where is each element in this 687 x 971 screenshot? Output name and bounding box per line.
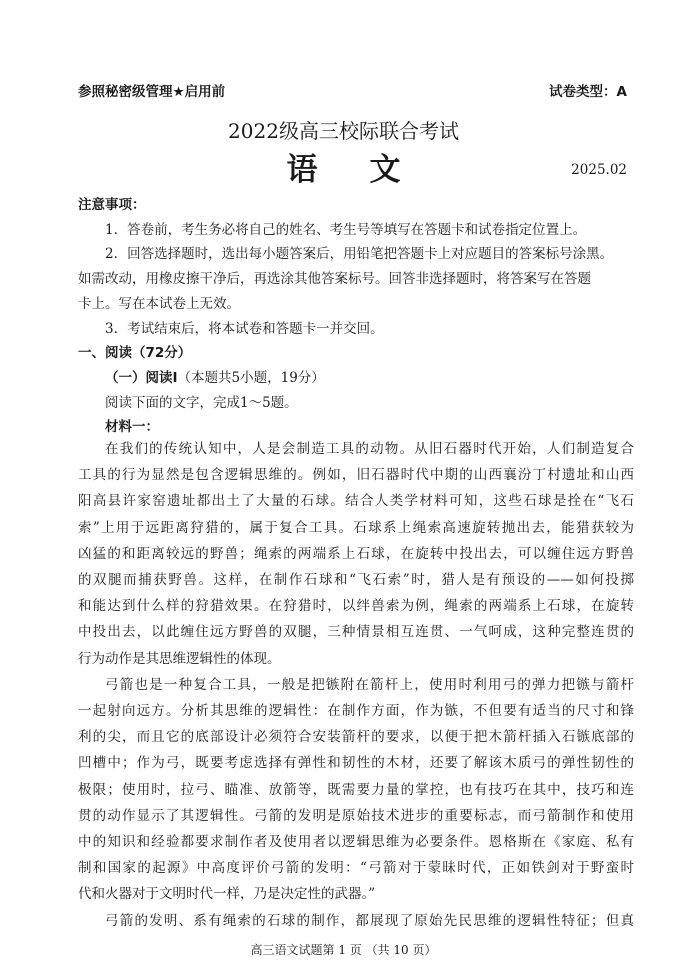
notice-heading: 注意事项： [78,197,146,213]
notice-item-2-line-2: 如需改动，用橡皮擦干净后，再选涂其他答案标号。回答非选择题时，将答案写在答题 [78,271,591,288]
notice-item-3: 3．考试结束后，将本试卷和答题卡一并交回。 [105,320,384,337]
passage-line: 的双腿而捕获野兽。这样，在制作石球和“飞石索”时，猎人是有预设的——如何投掷 [78,572,634,589]
reading-instruction: 阅读下面的文字，完成1～5题。 [105,394,298,411]
passage-line: 弓箭的发明、系有绳索的石球的制作，都展现了原始先民思维的逻辑性特征；但真 [105,912,634,929]
notice-item-2-line-1: 2．回答选择题时，选出每小题答案后，用铅笔把答题卡上对应题目的答案标号涂黑。 [105,246,614,263]
notice-section [78,193,628,440]
passage-line: 代和火器对于文明时代一样，乃是决定性的武器。” [78,886,376,903]
page-footer: 高三语文试题第 1 页 （共 10 页） [250,943,437,957]
subsection-note: （本题共5小题，19分） [177,369,325,386]
passage-line: 索”上用于远距离狩猎的，属于复合工具。石球系上绳索高速旋转抛出去，能猎获较为 [78,519,634,536]
exam-date: 2025.02 [571,162,627,178]
section-heading: 一、阅读（72分） [78,345,192,362]
notice-item-1: 1．答卷前，考生务必将自己的姓名、考生号等填写在答题卡和试卷指定位置上。 [105,221,587,238]
passage-line: 在我们的传统认知中，人是会制造工具的动物。从旧石器时代开始，人们制造复合 [105,441,634,457]
exam-title: 2022级高三校际联合考试 [228,119,459,143]
confidentiality-label: 参照秘密级管理★启用前 [78,84,226,100]
passage-line: 制和国家的起源》中高度评价弓箭的发明：“弓箭对于蒙昧时代，正如铁剑对于野蛮时 [78,860,634,877]
subsection-title: （一）阅读Ⅰ [105,369,178,386]
notice-item-2-line-3: 卡上。写在本试卷上无效。 [78,295,240,312]
passage-line: 贯的动作显示了其逻辑性。弓箭的发明是原始技术进步的重要标志，而弓箭制作和使用 [78,807,634,824]
passage-line: 弓箭也是一种复合工具，一般是把镞附在箭杆上，使用时利用弓的弹力把镞与箭杆 [105,676,634,693]
passage-line: 行为动作是其思维逻辑性的体现。 [78,650,281,667]
passage-line: 阳高县许家窑遗址都出土了大量的石球。结合人类学材料可知，这些石球是拴在“飞石 [78,493,634,510]
passage-line: 利的尖，而且它的底部设计必须符合安装箭杆的要求，以便于把木箭杆插入石镞底部的 [78,729,634,746]
material-label: 材料一： [105,419,159,436]
passage-line: 凹槽中；作为弓，既要考虑选择有弹性和韧性的木材，还要了解该木质弓的弹性韧性的 [78,755,634,772]
paper-type-label: 试卷类型：A [549,84,627,100]
passage-line: 中的知识和经验都要求制作者及使用者以逻辑思维为必要条件。恩格斯在《家庭、私有 [78,834,634,851]
passage-line: 工具的行为显然是包含逻辑思维的。例如，旧石器时代中期的山西襄汾丁村遗址和山西 [78,467,634,484]
passage-line: 一起射向远方。分析其思维的逻辑性：在制作方面，作为镞，不但要有适当的尺寸和锋 [78,703,634,720]
subsection-heading [78,366,628,391]
passage-line: 和能达到什么样的狩猎效果。在狩猎时，以绊兽索为例，绳索的两端系上石球，在旋转 [78,598,634,615]
passage-line: 中投出去，以此缠住远方野兽的双腿，三种情景相互连贯、一气呵成，这种完整连贯的 [78,624,634,641]
passage-line: 极限；使用时，拉弓、瞄准、放箭等，既需要力量的掌控，也有技巧在其中，技巧和连 [78,781,634,798]
subject-title: 语文 [286,152,453,188]
passage-line: 凶猛的和距离较远的野兽；绳索的两端系上石球，在旋转中投出去，可以缠住远方野兽 [78,545,634,562]
passage-text [78,436,634,934]
